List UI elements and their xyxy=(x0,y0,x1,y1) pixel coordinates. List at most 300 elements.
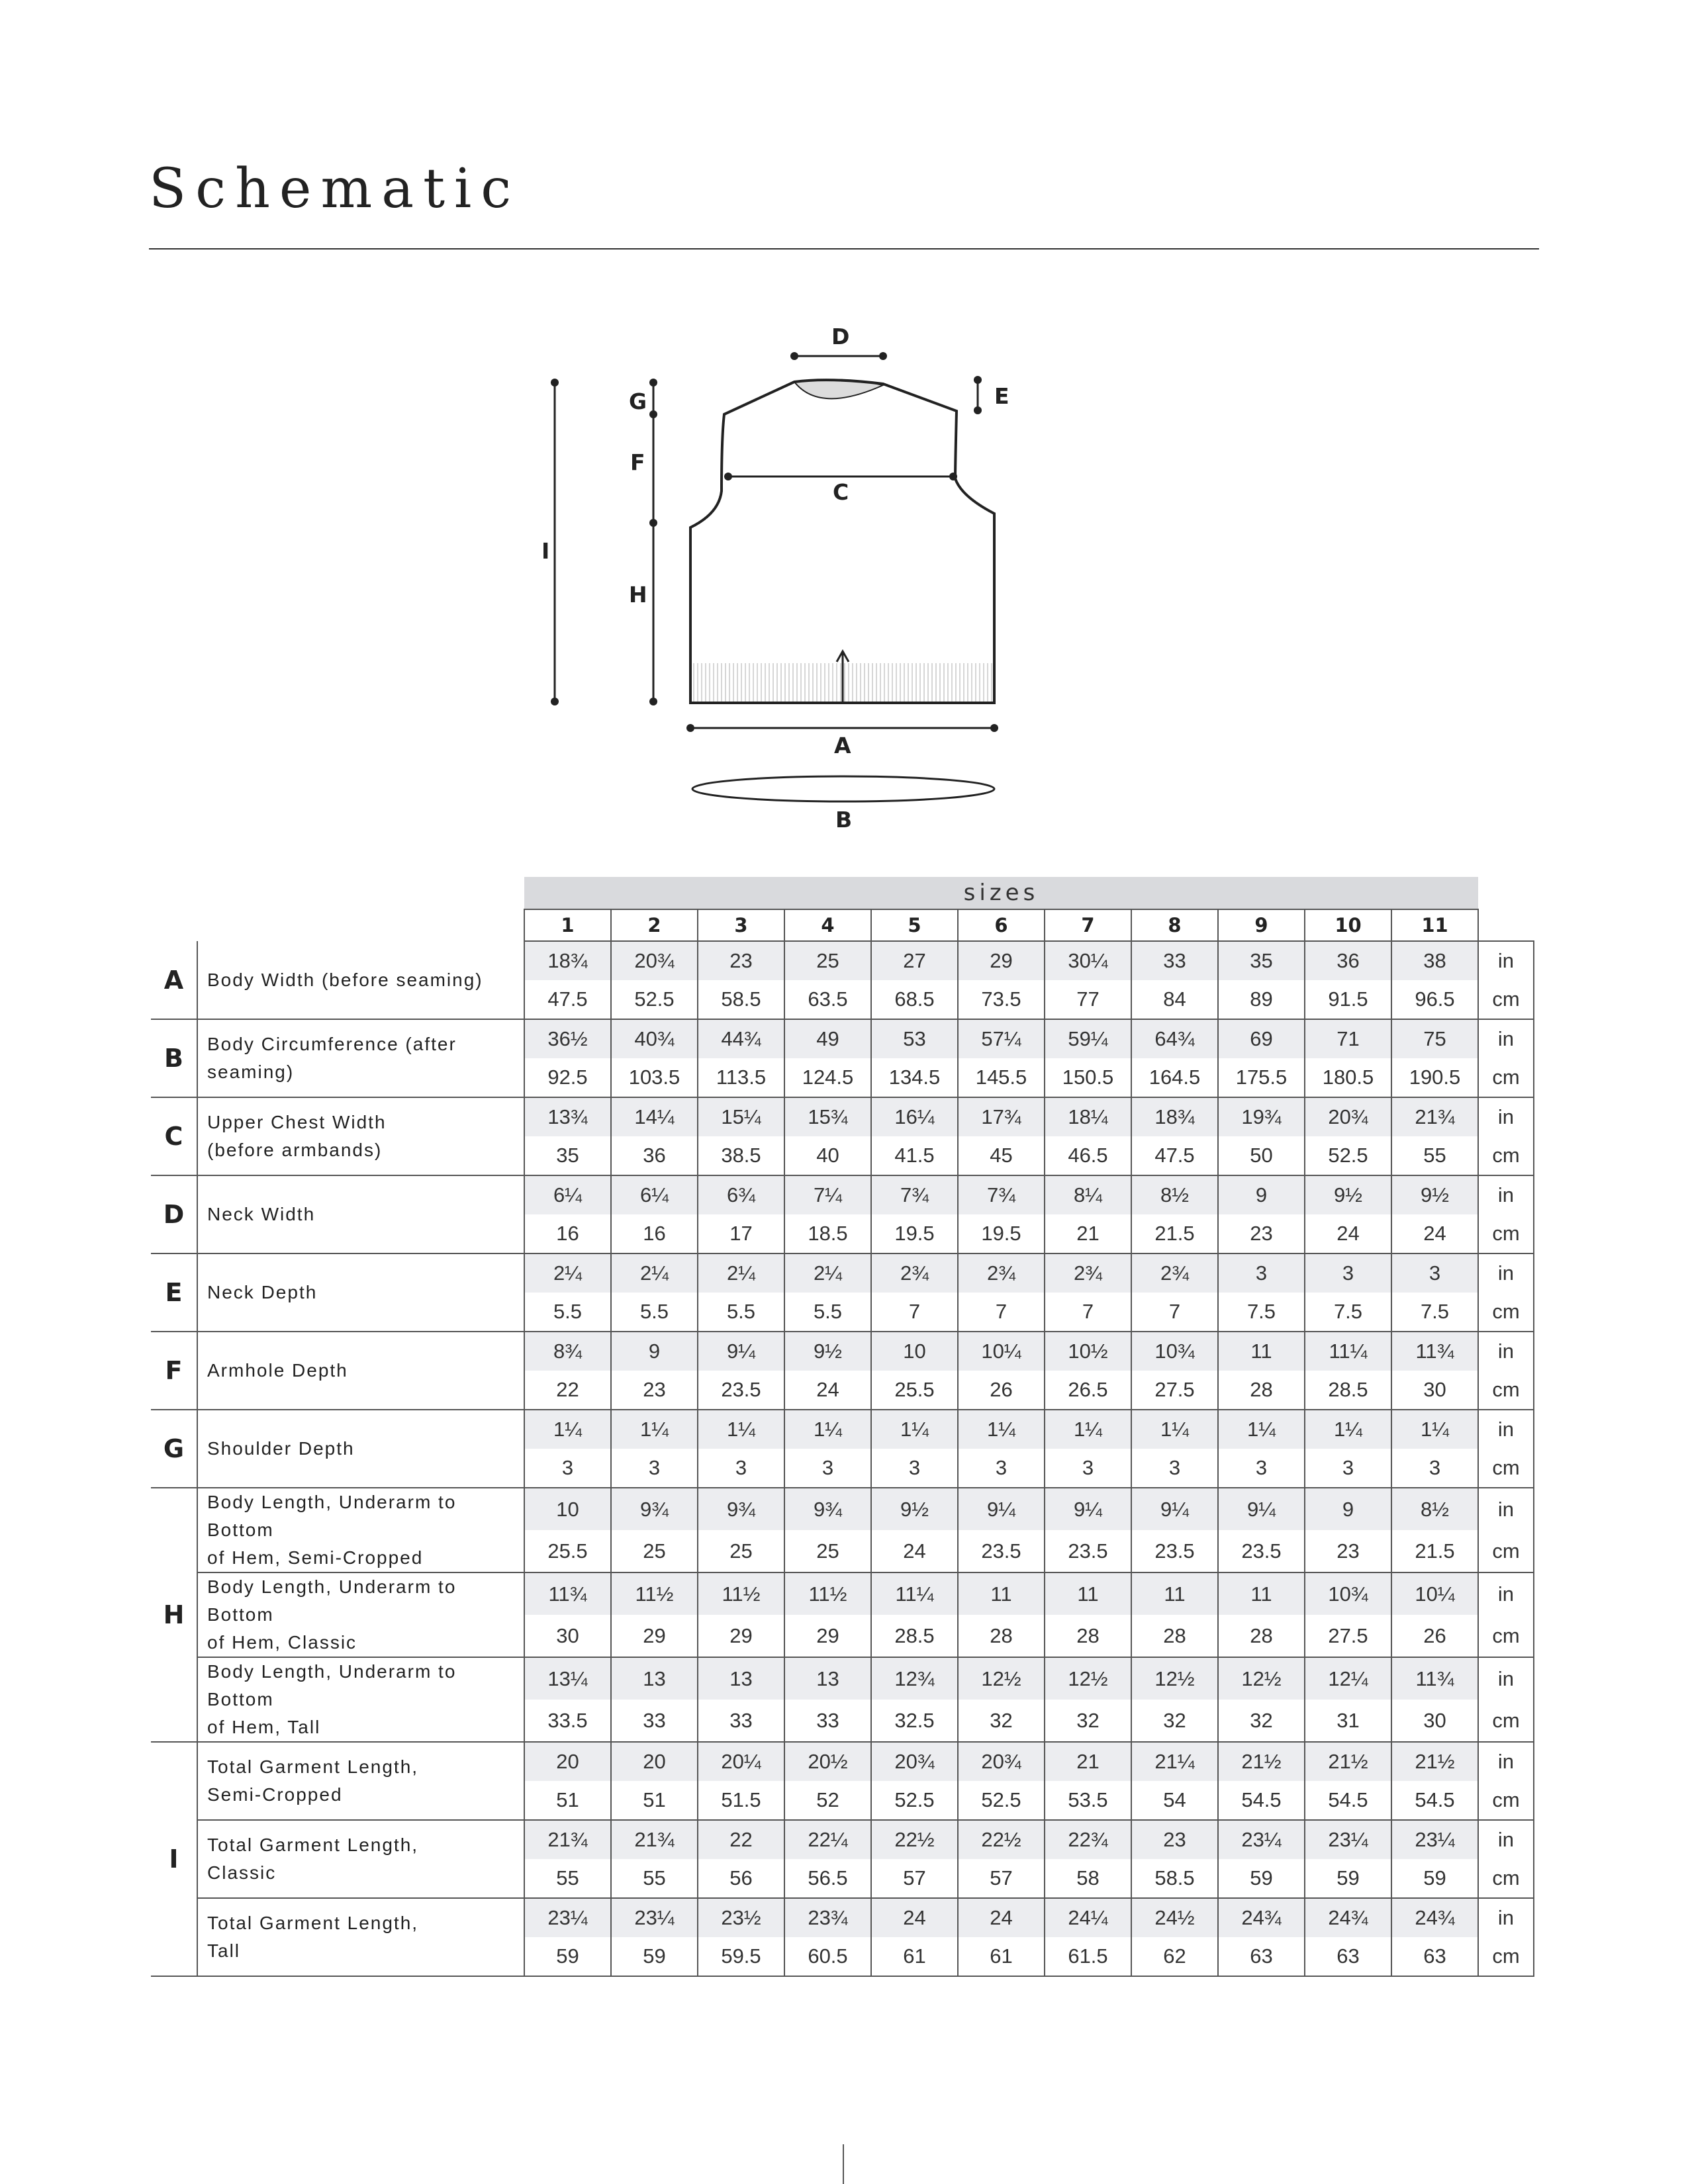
footer-rule xyxy=(843,2144,844,2184)
measurement-value: 1¼ xyxy=(611,1410,698,1449)
measurement-value: 75 xyxy=(1391,1019,1478,1058)
measurement-value: 30 xyxy=(1391,1700,1478,1742)
measurement-value: 52.5 xyxy=(611,980,698,1019)
unit-label: in xyxy=(1478,1898,1534,1937)
sizes-header: sizes xyxy=(524,877,1478,909)
measurement-value: 59 xyxy=(1218,1859,1305,1898)
measurement-letter: A xyxy=(151,941,197,1019)
description-line: Upper Chest Width xyxy=(207,1112,387,1132)
unit-label: cm xyxy=(1478,1293,1534,1332)
measurement-value: 1¼ xyxy=(1045,1410,1131,1449)
measurement-value: 60.5 xyxy=(784,1937,871,1976)
measurement-value: 27.5 xyxy=(1305,1615,1391,1657)
unit-label: in xyxy=(1478,1820,1534,1859)
measurement-value: 12½ xyxy=(1131,1657,1218,1700)
measurement-value: 5.5 xyxy=(524,1293,611,1332)
measurement-value: 7¾ xyxy=(871,1175,958,1214)
measurement-value: 26.5 xyxy=(1045,1371,1131,1410)
measurement-value: 9½ xyxy=(871,1488,958,1530)
measurement-value: 7 xyxy=(1131,1293,1218,1332)
measurement-value: 11¼ xyxy=(1305,1332,1391,1371)
measurement-value: 3 xyxy=(1391,1449,1478,1488)
measurement-value: 11½ xyxy=(784,1572,871,1615)
measurement-value: 17 xyxy=(698,1214,784,1253)
measurement-value: 89 xyxy=(1218,980,1305,1019)
measurement-value: 32 xyxy=(1218,1700,1305,1742)
measurement-value: 29 xyxy=(611,1615,698,1657)
dimension-b xyxy=(692,776,994,833)
unit-label: in xyxy=(1478,1488,1534,1530)
measurement-value: 150.5 xyxy=(1045,1058,1131,1097)
measurement-value: 12½ xyxy=(1218,1657,1305,1700)
description-line: Semi-Cropped xyxy=(207,1784,343,1805)
measurement-value: 7 xyxy=(1045,1293,1131,1332)
table-row xyxy=(151,1019,1534,1058)
measurement-value: 3 xyxy=(784,1449,871,1488)
size-number: 2 xyxy=(611,909,698,941)
measurement-value: 30 xyxy=(524,1615,611,1657)
measurement-value: 3 xyxy=(958,1449,1045,1488)
measurement-value: 53.5 xyxy=(1045,1781,1131,1820)
measurement-description xyxy=(197,1898,524,1976)
measurement-value: 7 xyxy=(958,1293,1045,1332)
description-line: Total Garment Length, xyxy=(207,1913,419,1933)
measurement-value: 134.5 xyxy=(871,1058,958,1097)
measurement-value: 14¼ xyxy=(611,1097,698,1136)
measurement-value: 11 xyxy=(1045,1572,1131,1615)
unit-label: cm xyxy=(1478,1700,1534,1742)
measurement-value: 62 xyxy=(1131,1937,1218,1976)
measurement-value: 9¼ xyxy=(1045,1488,1131,1530)
measurement-value: 1¼ xyxy=(1305,1410,1391,1449)
measurement-value: 23¼ xyxy=(1305,1820,1391,1859)
measurement-value: 32.5 xyxy=(871,1700,958,1742)
unit-label: in xyxy=(1478,1572,1534,1615)
measurement-value: 11½ xyxy=(698,1572,784,1615)
measurement-value: 29 xyxy=(698,1615,784,1657)
size-number: 3 xyxy=(698,909,784,941)
measurement-value: 20¾ xyxy=(958,1742,1045,1781)
measurement-value: 15¾ xyxy=(784,1097,871,1136)
measurement-value: 9¼ xyxy=(698,1332,784,1371)
measurement-value: 24 xyxy=(958,1898,1045,1937)
measurement-value: 18¾ xyxy=(524,941,611,980)
measurement-value: 18¼ xyxy=(1045,1097,1131,1136)
label-d: D xyxy=(831,324,850,349)
measurement-value: 8¼ xyxy=(1045,1175,1131,1214)
measurement-value: 2¼ xyxy=(698,1253,784,1293)
measurement-value: 47.5 xyxy=(1131,1136,1218,1175)
measurement-value: 29 xyxy=(958,941,1045,980)
measurement-value: 59.5 xyxy=(698,1937,784,1976)
unit-label: in xyxy=(1478,941,1534,980)
unit-label: cm xyxy=(1478,980,1534,1019)
measurement-value: 145.5 xyxy=(958,1058,1045,1097)
measurement-description xyxy=(197,1332,524,1410)
measurement-value: 10 xyxy=(524,1488,611,1530)
measurement-value: 3 xyxy=(1391,1253,1478,1293)
measurement-value: 23¼ xyxy=(524,1898,611,1937)
size-number: 7 xyxy=(1045,909,1131,941)
measurement-value: 24¾ xyxy=(1218,1898,1305,1937)
unit-label: in xyxy=(1478,1175,1534,1214)
measurement-value: 21¾ xyxy=(611,1820,698,1859)
measurement-value: 1¼ xyxy=(1131,1410,1218,1449)
measurement-value: 53 xyxy=(871,1019,958,1058)
table-row xyxy=(151,1898,1534,1937)
measurement-value: 61.5 xyxy=(1045,1937,1131,1976)
dimension-i xyxy=(541,379,559,705)
measurement-value: 22¼ xyxy=(784,1820,871,1859)
measurement-value: 19¾ xyxy=(1218,1097,1305,1136)
unit-label: cm xyxy=(1478,1937,1534,1976)
measurement-value: 25 xyxy=(611,1530,698,1572)
measurement-value: 28 xyxy=(1045,1615,1131,1657)
unit-label: cm xyxy=(1478,1530,1534,1572)
unit-label: cm xyxy=(1478,1214,1534,1253)
measurement-value: 1¼ xyxy=(871,1410,958,1449)
description-line: Body Length, Underarm to Bottom xyxy=(207,1661,457,1709)
description-line: Total Garment Length, xyxy=(207,1835,419,1855)
measurement-value: 28 xyxy=(1218,1615,1305,1657)
measurement-value: 180.5 xyxy=(1305,1058,1391,1097)
measurement-value: 18.5 xyxy=(784,1214,871,1253)
measurement-value: 57 xyxy=(871,1859,958,1898)
measurement-value: 21½ xyxy=(1391,1742,1478,1781)
measurement-value: 13 xyxy=(698,1657,784,1700)
measurement-value: 31 xyxy=(1305,1700,1391,1742)
measurement-value: 19.5 xyxy=(871,1214,958,1253)
measurement-value: 54.5 xyxy=(1218,1781,1305,1820)
description-line: (before armbands) xyxy=(207,1140,383,1160)
measurement-value: 12¼ xyxy=(1305,1657,1391,1700)
measurement-value: 30¼ xyxy=(1045,941,1131,980)
measurement-value: 23 xyxy=(698,941,784,980)
measurement-value: 71 xyxy=(1305,1019,1391,1058)
measurement-value: 55 xyxy=(524,1859,611,1898)
measurement-value: 58 xyxy=(1045,1859,1131,1898)
table-row xyxy=(151,1410,1534,1449)
measurement-value: 3 xyxy=(1218,1253,1305,1293)
measurement-value: 27.5 xyxy=(1131,1371,1218,1410)
measurement-value: 91.5 xyxy=(1305,980,1391,1019)
measurement-value: 1¼ xyxy=(784,1410,871,1449)
unit-label: in xyxy=(1478,1410,1534,1449)
size-number: 8 xyxy=(1131,909,1218,941)
measurement-value: 22½ xyxy=(871,1820,958,1859)
size-number: 10 xyxy=(1305,909,1391,941)
measurement-value: 9¼ xyxy=(1218,1488,1305,1530)
measurement-value: 7.5 xyxy=(1305,1293,1391,1332)
description-line: Neck Width xyxy=(207,1204,316,1224)
measurement-value: 24 xyxy=(871,1530,958,1572)
measurement-description xyxy=(197,1253,524,1332)
measurement-value: 175.5 xyxy=(1218,1058,1305,1097)
measurement-value: 73.5 xyxy=(958,980,1045,1019)
measurement-value: 35 xyxy=(1218,941,1305,980)
table-row xyxy=(151,1572,1534,1615)
measurement-value: 17¾ xyxy=(958,1097,1045,1136)
measurement-value: 3 xyxy=(1305,1253,1391,1293)
measurement-value: 5.5 xyxy=(698,1293,784,1332)
measurement-value: 51.5 xyxy=(698,1781,784,1820)
measurement-value: 3 xyxy=(698,1449,784,1488)
measurement-value: 25.5 xyxy=(871,1371,958,1410)
measurement-value: 9½ xyxy=(784,1332,871,1371)
measurement-value: 59 xyxy=(524,1937,611,1976)
measurement-value: 9¼ xyxy=(958,1488,1045,1530)
description-line: Body Length, Underarm to Bottom xyxy=(207,1576,457,1625)
measurement-value: 64¾ xyxy=(1131,1019,1218,1058)
measurement-value: 23.5 xyxy=(1131,1530,1218,1572)
measurement-value: 30 xyxy=(1391,1371,1478,1410)
measurement-description xyxy=(197,1572,524,1657)
measurement-value: 103.5 xyxy=(611,1058,698,1097)
measurement-value: 21 xyxy=(1045,1214,1131,1253)
table-row xyxy=(151,941,1534,980)
dimension-a xyxy=(686,724,998,758)
measurement-value: 11¾ xyxy=(1391,1332,1478,1371)
measurement-letter: D xyxy=(151,1175,197,1253)
measurement-value: 27 xyxy=(871,941,958,980)
measurement-value: 40¾ xyxy=(611,1019,698,1058)
measurement-value: 9½ xyxy=(1305,1175,1391,1214)
unit-label: cm xyxy=(1478,1136,1534,1175)
measurement-value: 36 xyxy=(611,1136,698,1175)
measurement-value: 63 xyxy=(1305,1937,1391,1976)
measurement-value: 113.5 xyxy=(698,1058,784,1097)
measurement-value: 5.5 xyxy=(611,1293,698,1332)
measurement-value: 7.5 xyxy=(1391,1293,1478,1332)
measurement-value: 9 xyxy=(611,1332,698,1371)
description-line: of Hem, Semi-Cropped xyxy=(207,1547,424,1568)
measurement-value: 9¾ xyxy=(784,1488,871,1530)
measurement-value: 58.5 xyxy=(1131,1859,1218,1898)
measurement-value: 59¼ xyxy=(1045,1019,1131,1058)
table-row xyxy=(151,1657,1534,1700)
measurement-value: 3 xyxy=(1218,1449,1305,1488)
measurement-value: 52.5 xyxy=(871,1781,958,1820)
measurement-value: 56 xyxy=(698,1859,784,1898)
measurement-value: 21¾ xyxy=(1391,1097,1478,1136)
measurement-value: 59 xyxy=(1305,1859,1391,1898)
measurement-value: 9½ xyxy=(1391,1175,1478,1214)
measurement-value: 63 xyxy=(1218,1937,1305,1976)
label-h: H xyxy=(629,582,647,608)
label-i: I xyxy=(541,538,550,564)
measurement-value: 2¾ xyxy=(958,1253,1045,1293)
page-title: Schematic xyxy=(149,158,521,220)
measurement-letter: G xyxy=(151,1410,197,1488)
unit-label: cm xyxy=(1478,1371,1534,1410)
unit-label: in xyxy=(1478,1019,1534,1058)
measurement-value: 52.5 xyxy=(1305,1136,1391,1175)
description-line: Total Garment Length, xyxy=(207,1756,419,1777)
measurement-value: 32 xyxy=(1131,1700,1218,1742)
measurement-description xyxy=(197,1019,524,1097)
measurement-value: 33 xyxy=(784,1700,871,1742)
measurement-value: 57 xyxy=(958,1859,1045,1898)
measurement-value: 15¼ xyxy=(698,1097,784,1136)
label-a: A xyxy=(834,733,851,758)
label-c: C xyxy=(833,479,849,505)
measurement-value: 33 xyxy=(611,1700,698,1742)
measurement-value: 41.5 xyxy=(871,1136,958,1175)
measurement-value: 8½ xyxy=(1131,1175,1218,1214)
measurement-value: 21½ xyxy=(1305,1742,1391,1781)
measurement-value: 77 xyxy=(1045,980,1131,1019)
measurement-value: 24 xyxy=(1391,1214,1478,1253)
measurement-value: 22 xyxy=(698,1820,784,1859)
measurement-value: 7.5 xyxy=(1218,1293,1305,1332)
measurement-value: 16¼ xyxy=(871,1097,958,1136)
title-divider xyxy=(149,248,1539,250)
measurement-value: 29 xyxy=(784,1615,871,1657)
description-line: of Hem, Classic xyxy=(207,1632,357,1653)
measurement-value: 13¼ xyxy=(524,1657,611,1700)
measurement-value: 11 xyxy=(958,1572,1045,1615)
unit-label: in xyxy=(1478,1657,1534,1700)
measurement-value: 24½ xyxy=(1131,1898,1218,1937)
measurement-letter: F xyxy=(151,1332,197,1410)
dimension-d xyxy=(790,324,887,360)
measurement-value: 23 xyxy=(1131,1820,1218,1859)
measurement-value: 35 xyxy=(524,1136,611,1175)
measurement-value: 11 xyxy=(1218,1332,1305,1371)
measurement-value: 49 xyxy=(784,1019,871,1058)
measurement-value: 25.5 xyxy=(524,1530,611,1572)
measurement-value: 40 xyxy=(784,1136,871,1175)
measurement-value: 11 xyxy=(1131,1572,1218,1615)
measurements-table xyxy=(151,877,1534,1977)
size-number: 11 xyxy=(1391,909,1478,941)
description-line: Body Circumference (after seaming) xyxy=(207,1034,457,1082)
description-line: Body Width (before seaming) xyxy=(207,969,483,990)
measurement-value: 23¼ xyxy=(1218,1820,1305,1859)
measurement-value: 22¾ xyxy=(1045,1820,1131,1859)
measurement-value: 50 xyxy=(1218,1136,1305,1175)
label-f: F xyxy=(630,449,645,475)
measurement-value: 20¾ xyxy=(611,941,698,980)
unit-label: in xyxy=(1478,1253,1534,1293)
measurement-value: 55 xyxy=(1391,1136,1478,1175)
measurement-value: 2¼ xyxy=(611,1253,698,1293)
unit-label: cm xyxy=(1478,1781,1534,1820)
measurement-value: 96.5 xyxy=(1391,980,1478,1019)
measurement-value: 3 xyxy=(1045,1449,1131,1488)
measurement-value: 1¼ xyxy=(698,1410,784,1449)
table-row xyxy=(151,1332,1534,1371)
measurement-letter: C xyxy=(151,1097,197,1175)
measurement-value: 56.5 xyxy=(784,1859,871,1898)
dimension-c xyxy=(724,473,957,505)
unit-label: cm xyxy=(1478,1449,1534,1488)
measurement-value: 12½ xyxy=(1045,1657,1131,1700)
measurement-value: 23 xyxy=(1305,1530,1391,1572)
measurement-value: 24 xyxy=(784,1371,871,1410)
measurement-value: 5.5 xyxy=(784,1293,871,1332)
measurement-value: 21¾ xyxy=(524,1820,611,1859)
measurement-value: 164.5 xyxy=(1131,1058,1218,1097)
table-row xyxy=(151,1175,1534,1214)
measurement-value: 2¼ xyxy=(524,1253,611,1293)
measurement-value: 6¼ xyxy=(524,1175,611,1214)
measurement-letter: I xyxy=(151,1742,197,1976)
measurement-value: 9¾ xyxy=(611,1488,698,1530)
measurement-value: 20½ xyxy=(784,1742,871,1781)
measurement-value: 9¾ xyxy=(698,1488,784,1530)
measurement-value: 59 xyxy=(611,1937,698,1976)
size-number: 4 xyxy=(784,909,871,941)
measurement-value: 28 xyxy=(1131,1615,1218,1657)
measurement-value: 32 xyxy=(958,1700,1045,1742)
measurement-value: 23¾ xyxy=(784,1898,871,1937)
unit-label: in xyxy=(1478,1097,1534,1136)
measurement-value: 23.5 xyxy=(1045,1530,1131,1572)
measurement-letter: H xyxy=(151,1488,197,1742)
measurement-value: 1¼ xyxy=(1391,1410,1478,1449)
measurement-value: 23 xyxy=(611,1371,698,1410)
measurement-value: 13¾ xyxy=(524,1097,611,1136)
measurement-value: 54.5 xyxy=(1391,1781,1478,1820)
measurement-value: 61 xyxy=(871,1937,958,1976)
measurement-value: 12½ xyxy=(958,1657,1045,1700)
measurement-value: 6¾ xyxy=(698,1175,784,1214)
measurement-value: 21¼ xyxy=(1131,1742,1218,1781)
measurement-value: 20¼ xyxy=(698,1742,784,1781)
measurement-value: 28 xyxy=(958,1615,1045,1657)
measurement-value: 57¼ xyxy=(958,1019,1045,1058)
measurement-value: 25 xyxy=(698,1530,784,1572)
measurement-value: 8½ xyxy=(1391,1488,1478,1530)
unit-label: cm xyxy=(1478,1058,1534,1097)
measurement-value: 23.5 xyxy=(958,1530,1045,1572)
measurement-value: 22 xyxy=(524,1371,611,1410)
measurement-value: 3 xyxy=(871,1449,958,1488)
measurement-value: 28.5 xyxy=(871,1615,958,1657)
unit-label: cm xyxy=(1478,1859,1534,1898)
dimension-e xyxy=(974,376,1009,414)
label-g: G xyxy=(629,388,647,414)
measurement-value: 51 xyxy=(524,1781,611,1820)
measurement-value: 36 xyxy=(1305,941,1391,980)
measurement-value: 28.5 xyxy=(1305,1371,1391,1410)
measurement-value: 54 xyxy=(1131,1781,1218,1820)
measurement-value: 3 xyxy=(1131,1449,1218,1488)
label-b: B xyxy=(835,807,853,833)
table-row xyxy=(151,1253,1534,1293)
measurement-value: 18¾ xyxy=(1131,1097,1218,1136)
measurement-value: 52 xyxy=(784,1781,871,1820)
measurement-value: 23 xyxy=(1218,1214,1305,1253)
measurement-value: 13 xyxy=(611,1657,698,1700)
measurement-value: 12¾ xyxy=(871,1657,958,1700)
measurement-value: 9 xyxy=(1305,1488,1391,1530)
measurement-value: 58.5 xyxy=(698,980,784,1019)
measurement-value: 10½ xyxy=(1045,1332,1131,1371)
measurement-value: 2¾ xyxy=(1045,1253,1131,1293)
measurement-value: 59 xyxy=(1391,1859,1478,1898)
measurement-value: 11¼ xyxy=(871,1572,958,1615)
measurement-description xyxy=(197,1175,524,1253)
description-line: Armhole Depth xyxy=(207,1360,348,1381)
measurement-value: 19.5 xyxy=(958,1214,1045,1253)
measurement-description xyxy=(197,1742,524,1820)
measurement-value: 3 xyxy=(1305,1449,1391,1488)
measurement-value: 23.5 xyxy=(1218,1530,1305,1572)
measurement-value: 21 xyxy=(1045,1742,1131,1781)
measurement-value: 32 xyxy=(1045,1700,1131,1742)
